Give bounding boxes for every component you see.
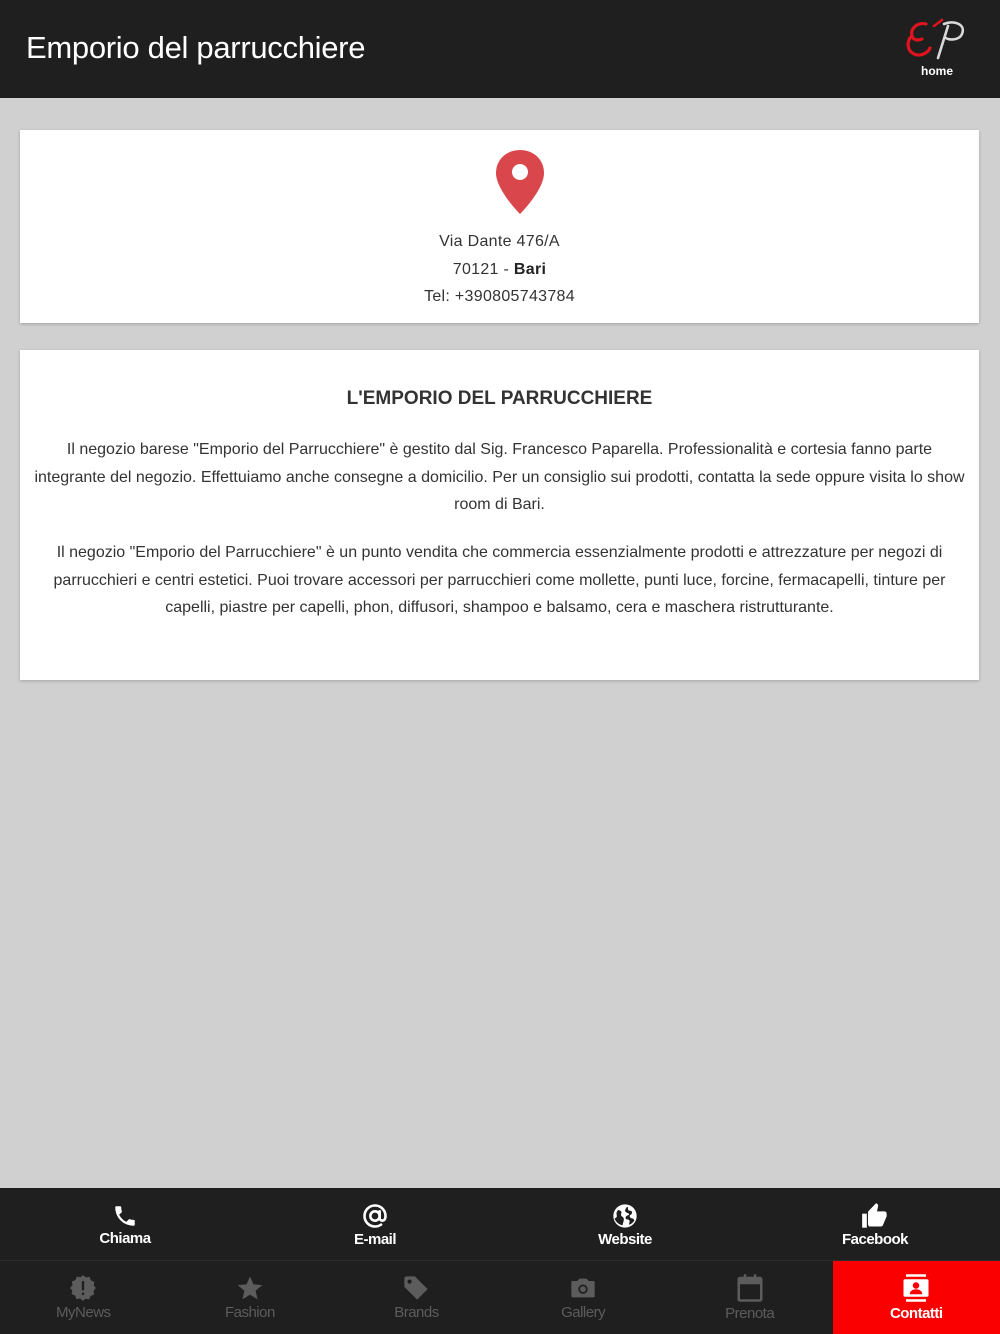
tab-mynews[interactable] — [0, 1261, 167, 1334]
address-street: Via Dante 476/A — [439, 233, 560, 250]
call-button[interactable] — [0, 1188, 250, 1260]
location-pin-icon — [494, 148, 546, 216]
tab-fashion[interactable] — [167, 1261, 334, 1334]
at-icon — [361, 1202, 389, 1230]
star-icon — [236, 1274, 264, 1302]
website-button[interactable] — [500, 1188, 750, 1260]
tab-fashion-label: Fashion — [224, 1304, 275, 1321]
home-label: home — [920, 64, 953, 78]
about-heading: L'EMPORIO DEL PARRUCCHIERE — [346, 388, 653, 409]
tab-brands[interactable] — [333, 1261, 500, 1334]
facebook-label: Facebook — [841, 1231, 909, 1248]
tab-brands-label: Brands — [394, 1304, 439, 1321]
tab-gallery-label: Gallery — [561, 1304, 606, 1321]
contact-action-bar — [0, 1188, 1000, 1260]
address-city: Bari — [513, 261, 547, 278]
tag-icon — [401, 1274, 431, 1302]
address-city-line — [20, 261, 979, 279]
tab-gallery[interactable] — [500, 1261, 667, 1334]
news-badge-icon — [68, 1274, 98, 1302]
bottom-nav — [0, 1260, 1000, 1334]
about-paragraph-2: Il negozio "Emporio del Parrucchiere" è un punto vendita che commercia essenzialmente prodotti e attrezzature per negozi di parrucchieri e centri estetici. Puoi trovare accessori per parrucchieri come mollette, punti luce, forcine, fermacapelli, tinture per capelli, piastre per capelli, phon, diffusori, shampoo e balsamo, cera e maschera ristrutturante. — [53, 544, 946, 616]
globe-icon — [611, 1202, 639, 1230]
tab-prenota[interactable] — [666, 1261, 833, 1334]
home-button[interactable] — [902, 18, 972, 92]
address-zip: 70121 - — [452, 261, 514, 278]
ep-logo-icon — [904, 18, 970, 62]
contact-card-icon — [901, 1273, 931, 1303]
tab-prenota-label: Prenota — [725, 1305, 775, 1322]
page-title: Emporio del parrucchiere — [26, 30, 366, 65]
about-paragraph-1: Il negozio barese "Emporio del Parrucchiere" è gestito dal Sig. Francesco Paparella. Professionalità e cortesia fanno parte integrante del negozio. Effettuiamo anche consegne a domicilio. Per un consiglio sui prodotti, contatta la sede oppure visita lo show room di Bari. — [34, 441, 965, 513]
email-label: E-mail — [353, 1231, 396, 1248]
phone-icon — [112, 1203, 138, 1229]
tab-mynews-label: MyNews — [56, 1304, 111, 1321]
tab-contatti-label: Contatti — [889, 1305, 943, 1322]
about-card — [20, 350, 979, 680]
tab-contatti[interactable] — [833, 1261, 1000, 1334]
facebook-button[interactable] — [750, 1188, 1000, 1260]
camera-icon — [568, 1274, 598, 1302]
website-label: Website — [598, 1231, 652, 1248]
app-header — [0, 0, 1000, 98]
call-label: Chiama — [99, 1230, 151, 1247]
address-card — [20, 130, 979, 323]
thumbs-up-icon — [861, 1202, 889, 1230]
calendar-icon — [735, 1273, 765, 1303]
address-phone[interactable]: Tel: +390805743784 — [424, 288, 575, 305]
email-button[interactable] — [250, 1188, 500, 1260]
